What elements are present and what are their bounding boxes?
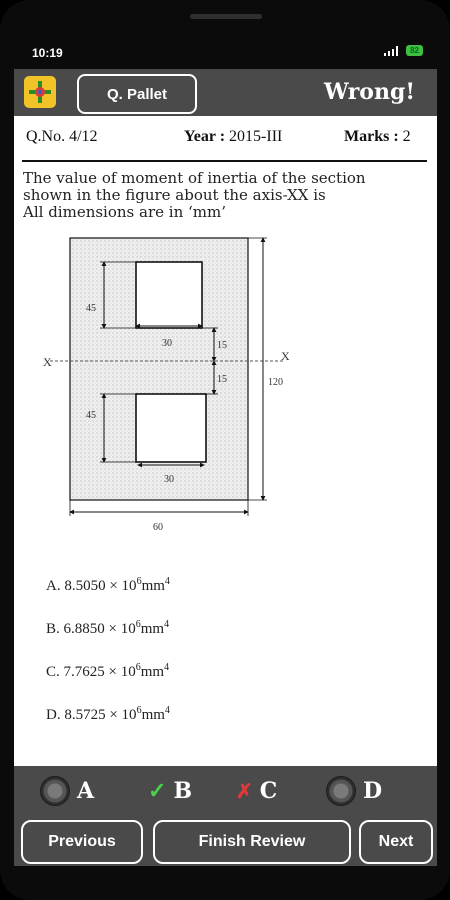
battery-icon: 82 bbox=[406, 45, 423, 56]
result-status: Wrong! bbox=[323, 79, 415, 105]
speaker-notch bbox=[190, 14, 262, 19]
navigation-bar bbox=[14, 816, 437, 866]
app-logo-icon[interactable] bbox=[24, 76, 56, 108]
dim-45-top: 45 bbox=[86, 303, 96, 314]
option-d[interactable]: D. $8.5725 \times 10^6mm^4$ bbox=[46, 705, 170, 723]
answer-d[interactable]: D bbox=[326, 776, 382, 806]
question-text bbox=[23, 170, 429, 221]
option-b[interactable]: B. $6.8850 \times 10^6mm^4$ bbox=[46, 619, 170, 637]
answer-a[interactable]: A bbox=[40, 776, 94, 806]
question-line: The value of moment of inertia of the section bbox=[23, 169, 366, 187]
dim-60: 60 bbox=[153, 522, 163, 533]
question-meta bbox=[26, 128, 426, 152]
question-line: shown in the figure about the axis-XX is bbox=[23, 186, 326, 204]
signal-icon bbox=[384, 46, 400, 56]
status-time: 10:19 bbox=[32, 46, 63, 60]
cross-icon: ✗ bbox=[236, 779, 253, 803]
answer-c-wrong[interactable]: ✗ C bbox=[236, 778, 278, 804]
status-bar bbox=[14, 36, 437, 69]
marks-label: Marks : bbox=[344, 128, 399, 145]
year-value: 2015-III bbox=[229, 128, 283, 145]
option-c[interactable]: C. $7.7625 \times 10^6mm^4$ bbox=[46, 662, 170, 680]
app-header bbox=[14, 69, 437, 116]
dim-45-bottom: 45 bbox=[86, 410, 96, 421]
header-divider bbox=[22, 160, 427, 162]
lower-hole bbox=[136, 394, 206, 462]
previous-button[interactable]: Previous bbox=[21, 820, 143, 864]
marks-value: 2 bbox=[402, 128, 411, 145]
answer-b-correct[interactable]: ✓ B bbox=[148, 778, 193, 804]
dim-30-bottom: 30 bbox=[164, 474, 174, 485]
option-a[interactable]: A. $8.5050 \times 10^6mm^4$ bbox=[46, 576, 170, 594]
dim-15-upper: 15 bbox=[217, 340, 227, 351]
app-screen bbox=[14, 36, 437, 866]
dim-30-top: 30 bbox=[162, 338, 172, 349]
question-line: All dimensions are in ‘mm’ bbox=[23, 203, 226, 221]
checkmark-icon: ✓ bbox=[148, 778, 167, 804]
section-figure bbox=[40, 236, 300, 536]
dim-15-lower: 15 bbox=[217, 374, 227, 385]
question-pallet-button[interactable]: Q. Pallet bbox=[77, 74, 197, 114]
marks-info bbox=[344, 128, 411, 146]
answer-bar bbox=[14, 766, 437, 816]
finish-review-button[interactable]: Finish Review bbox=[153, 820, 351, 864]
radio-icon bbox=[40, 776, 70, 806]
radio-icon bbox=[326, 776, 356, 806]
year-info bbox=[184, 128, 282, 146]
axis-label-right: X bbox=[281, 349, 290, 363]
year-label: Year : bbox=[184, 128, 226, 145]
upper-hole bbox=[136, 262, 202, 328]
status-icons bbox=[384, 45, 423, 56]
question-number: Q.No. 4/12 bbox=[26, 128, 98, 145]
next-button[interactable]: Next bbox=[359, 820, 433, 864]
dim-120: 120 bbox=[268, 377, 283, 388]
axis-label-left: X bbox=[43, 355, 52, 369]
